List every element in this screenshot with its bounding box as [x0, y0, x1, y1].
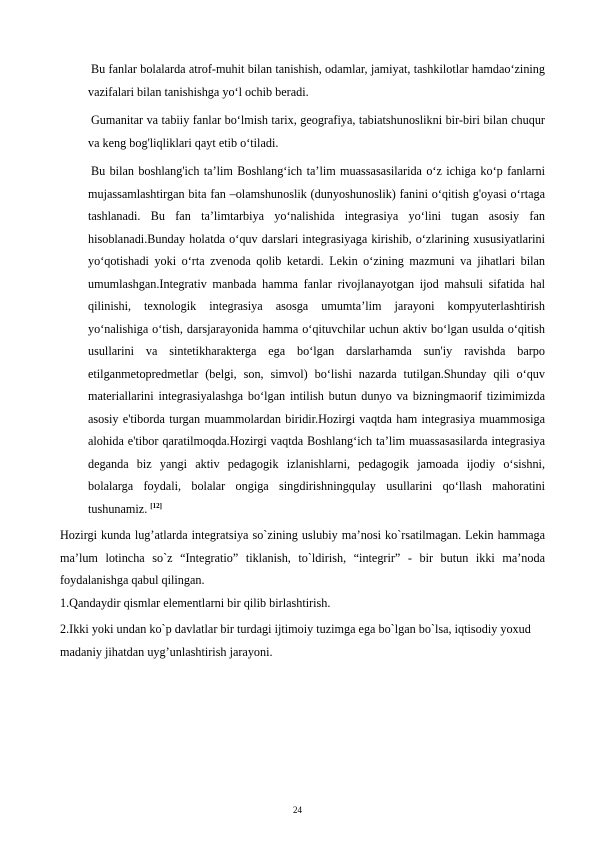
citation-reference: [12] [150, 501, 162, 510]
page-number: 24 [293, 805, 302, 815]
paragraph-2: Gumanitar va tabiiy fanlar bo‘lmish tarix, geografiya, tabiatshunoslikni bir-biri bilan chuqur va keng bog'liqliklari qayt etib o‘tiladi. [88, 113, 545, 150]
body-text [60, 58, 545, 663]
paragraph-6: 2.Ikki yoki undan ko`p davlatlar bir turdagi ijtimoiy tuzimga ega bo`lgan bo`lsa, iqtisodiy yoxud madaniy jihatdan uyg’unlashtirish jarayoni. [60, 622, 531, 659]
paragraph-3 [88, 160, 545, 520]
paragraph-5: 1.Qandaydir qismlar elementlarni bir qilib birlashtirish. [60, 595, 331, 610]
paragraph-3-text: Bu bilan boshlang'ich ta’lim Boshlang‘ich ta’lim muassasasilarida o‘z ichiga ko‘p fanlarni mujassamlashtirgan bita fan –olamshunoslik (dunyoshunoslik) fanini o‘qitish g'oyasi o‘rtaga tashlanadi. Bu fan ta’limtarbiya yo‘nalishida integrasiya yo‘lini tugan asosiy fan hisoblanadi.Bunday holatda o‘quv darslari integrasiyaga kirishib, o‘zlarining xususiyatlarini yo‘qotishadi yoki o‘rta zvenoda qolib ketardi. Lekin o‘zining mazmuni va jihatlari bilan umumlashgan.Integrativ manbada hamma fanlar rivojlanayotgan ijod mahsuli sifatida hal qilinishi, texnologik integrasiya asosga umumta’lim jarayoni kompyuterlashtirish yo‘nalishiga o‘tish, darsjarayonida hamma o‘qituvchilar uchun aktiv bo‘lgan usulda o‘qitish usullarini va sintetikharakterga ega bo‘lgan darslarhamda sun'iy ravishda barpo etilganmetopredmetlar (belgi, son, simvol) bo‘lishi nazarda tutilgan.Shunday qili o‘quv materiallarini integrasiyalashga bo‘lgan intilish butun dunyo va bizningmaorif tizimimizda asosiy e'tiborda turgan muammolardan biridir.Hozirgi vaqtda ham integrasiya muammosiga alohida e'tibor qaratilmoqda.Hozirgi vaqtda Boshlang‘ich ta’lim muassasasilarda integrasiya deganda biz yangi aktiv pedagogik izlanishlarni, pedagogik jamoada ijodiy o‘sishni, bolalarga foydali, bolalar ongiga singdirishningqulay usullarini qo‘llash mahoratini tushunamiz. [88, 164, 545, 516]
paragraph-1: Bu fanlar bolalarda atrof-muhit bilan tanishish, odamlar, jamiyat, tashkilotlar hamdao‘zining vazifalari bilan tanishishga yo‘l ochib beradi. [88, 62, 545, 99]
paragraph-4: Hozirgi kunda lug’atlarda integratsiya so`zining uslubiy ma’nosi ko`rsatilmagan. Lekin hammaga ma’lum lotincha so`z “Integratio” tiklanish, to`ldirish, “integrir” - bir butun ikki ma’noda foydalanishga qabul qilingan. [60, 528, 545, 587]
